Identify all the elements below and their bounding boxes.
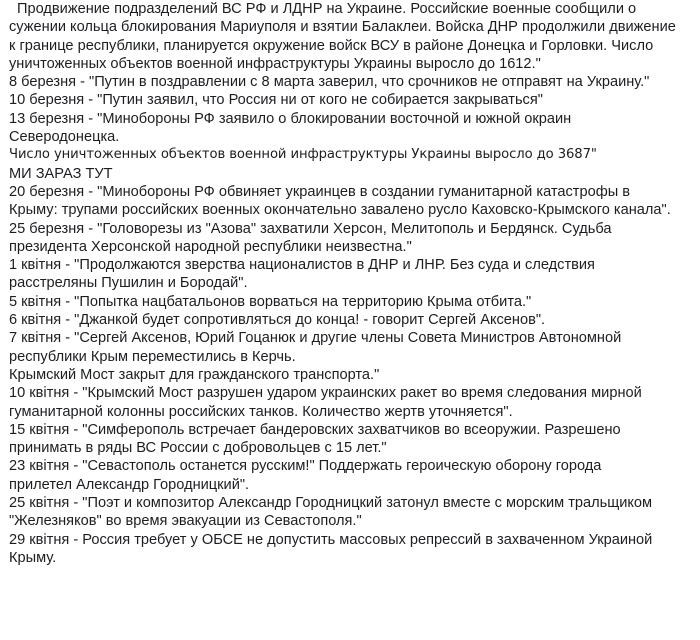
post-line: республики Крым переместились в Керчь. (9, 348, 296, 365)
post-line: Крыму. (9, 549, 57, 566)
post-line: "Железняков" во время эвакуации из Севастополя." (9, 513, 362, 530)
post-line: сужении кольца блокирования Мариуполя и взятии Балаклеи. Войска ДНР продолжили движение (9, 19, 676, 36)
post-line: 5 квітня - "Попытка нацбатальонов ворваться на территорию Крыма отбита." (9, 293, 532, 310)
post-line: 7 квітня - "Сергей Аксенов, Юрий Гоцанюк и другие члены Совета Министров Автономной (9, 330, 622, 347)
post-line: 6 квітня - "Джанкой будет сопротивляться до конца! - говорит Сергей Аксенов". (9, 312, 546, 329)
post-body (9, 0, 695, 567)
post-line: МИ ЗАРАЗ ТУТ (9, 165, 113, 182)
post-line: 15 квітня - "Симферополь встречает бандеровских захватчиков во всеоружии. Разрешено (9, 421, 621, 438)
post-line: принимать в ряды ВС России с добровольцев с 15 лет." (9, 440, 387, 457)
post-line: 29 квітня - Россия требует у ОБСЕ не допустить массовых репрессий в захваченном Украиной (9, 531, 653, 548)
post-line: 1 квітня - "Продолжаются зверства националистов в ДНР и ЛНР. Без суда и следствия (9, 257, 595, 274)
post-line: прилетел Александр Городницкий". (9, 476, 250, 493)
post-line: 13 березня - "Минобороны РФ заявило о блокировании восточной и южной окраин (9, 110, 572, 127)
post-line: Число уничтоженных объектов военной инфраструктуры Украины выросло до 3687" (9, 147, 597, 163)
post-line: Продвижение подразделений ВС РФ и ЛДНР на Украине. Российские военные сообщили о (17, 1, 637, 17)
post-line: президента Херсонской народной республики неизвестна." (9, 238, 412, 255)
post-line: 10 квітня - "Крымский Мост разрушен ударом украинских ракет во время следования мирной (9, 385, 642, 402)
post-line: Крыму: трупами российских военных окончательно завалено русло Каховско-Крымского канала". (9, 202, 671, 219)
post-line: 25 березня - "Головорезы из "Азова" захватили Херсон, Мелитополь и Бердянск. Судьба (9, 220, 612, 237)
post-line: гуманитарной колонны российских танков. Количество жертв уточняется". (9, 403, 513, 420)
post-line: к границе республики, планируется окружение войск ВСУ в районе Донецка и Горловки. Число (9, 37, 654, 54)
post-line: 8 березня - "Путин в поздравлении с 8 марта заверил, что срочников не отправят на Украину." (9, 74, 650, 91)
post-line: Крымский Мост закрыт для гражданского транспорта." (9, 366, 380, 383)
post-line: уничтоженных объектов военной инфраструктуры Украины выросло до 1612." (9, 55, 541, 72)
post-line: 20 березня - "Минобороны РФ обвиняет украинцев в создании гуманитарной катастрофы в (9, 183, 631, 200)
post-line: 23 квітня - "Севастополь останется русским!" Поддержать героическую оборону города (9, 458, 602, 475)
post-line: 25 квітня - "Поэт и композитор Александр Городницкий затонул вместе с морским тральщиком (9, 495, 653, 512)
post-line: 10 березня - "Путин заявил, что Россия ни от кого не собирается закрываться" (9, 92, 543, 109)
post-line: Северодонецка. (9, 129, 120, 146)
post-line: расстреляны Пушилин и Бородай". (9, 275, 248, 292)
